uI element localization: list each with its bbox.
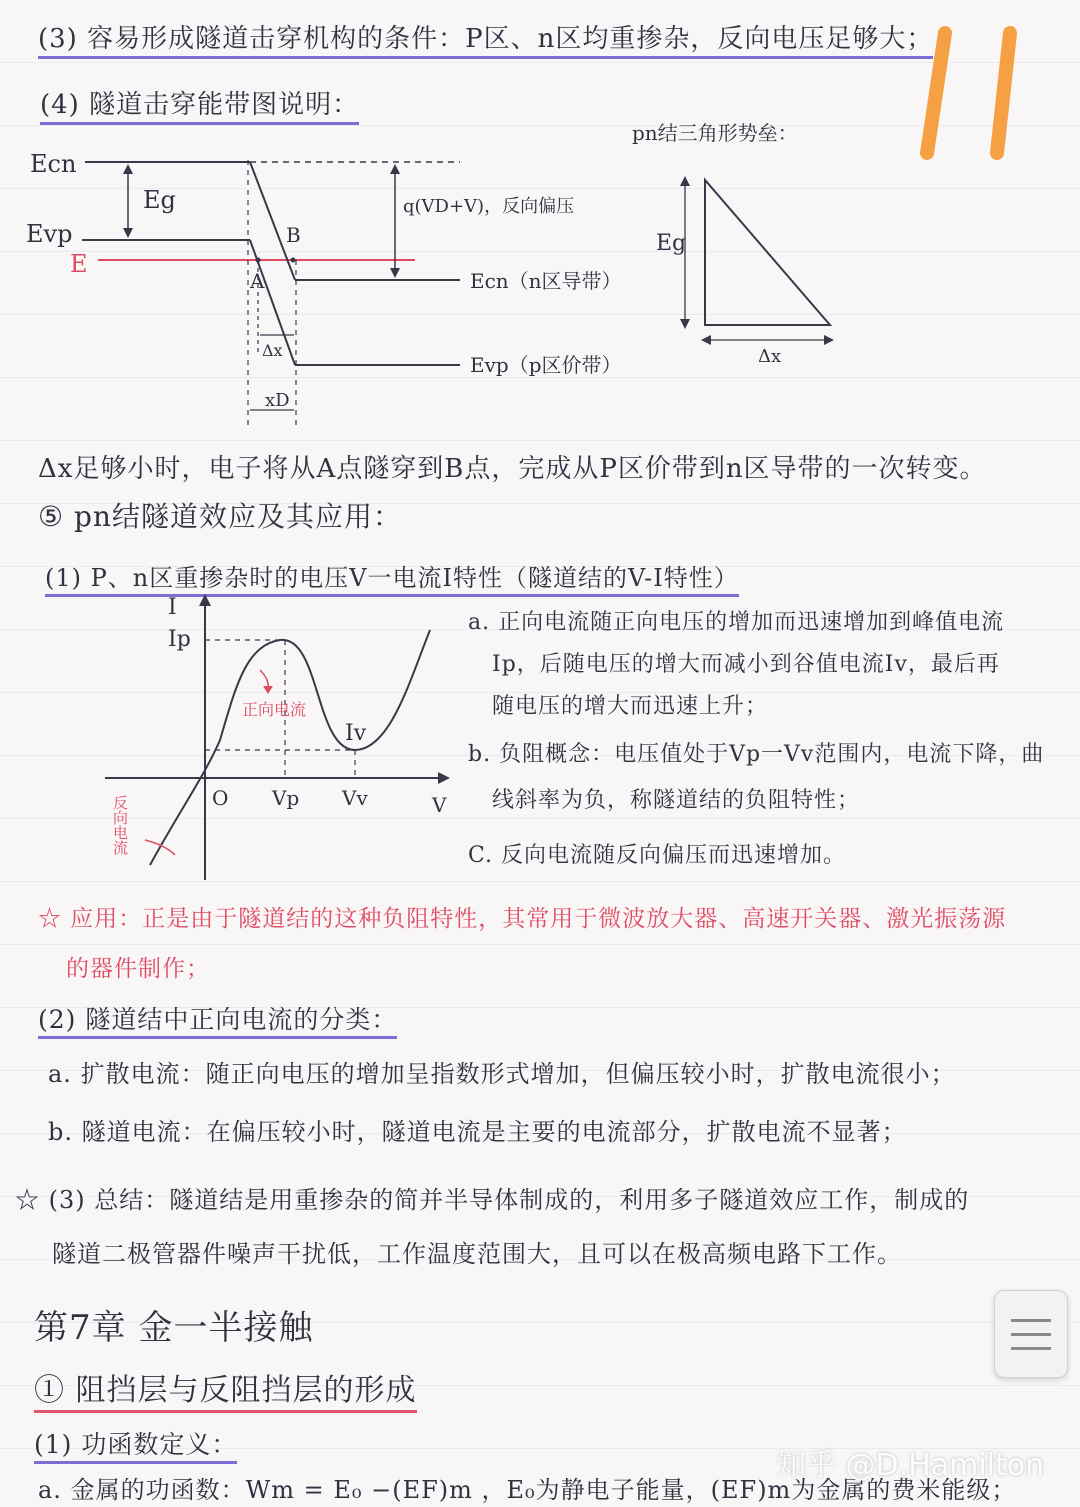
- text-line-6c: 随电压的增大而迅速上升；: [492, 694, 769, 719]
- text-line-8: C. 反向电流随反向偏压而迅速增加。: [468, 843, 847, 868]
- iv-label-Ip: Ip: [168, 627, 191, 652]
- text-line-3: Δx足够小时，电子将从A点隧穿到B点，完成从P区价带到n区导带的一次转变。: [38, 454, 987, 484]
- triangle-dx: Δx: [758, 346, 782, 367]
- triangle-title: pn结三角形势垒：: [632, 121, 798, 145]
- iv-label-Vv: Vv: [342, 786, 368, 810]
- label-Evp-right: Evp（p区价带）: [470, 353, 622, 377]
- text-line-11: a. 扩散电流：随正向电压的增加呈指数形式增加，但偏压较小时，扩散电流很小；: [48, 1060, 956, 1088]
- label-qv: q(VD+V)，反向偏压: [403, 196, 575, 217]
- section-heading-4: (4) 隧道击穿能带图说明：: [40, 84, 359, 121]
- zhihu-watermark: 知乎 @D.Hamilton: [776, 1448, 1045, 1483]
- iv-label-I: I: [168, 595, 177, 620]
- label-E: E: [70, 250, 88, 278]
- label-Eg: Eg: [143, 186, 176, 214]
- menu-icon-bar: [1011, 1333, 1051, 1336]
- iv-label-O: O: [212, 786, 229, 810]
- label-B: B: [286, 223, 301, 247]
- iv-label-reverse: 反向电流: [111, 795, 129, 855]
- triangle-Eg: Eg: [656, 231, 687, 256]
- menu-icon-bar: [1011, 1347, 1051, 1350]
- text-line-7a: b. 负阻概念：电压值处于Vp一Vv范围内，电流下降，曲: [468, 742, 1045, 767]
- text-line-10: (2) 隧道结中正向电流的分类：: [38, 1000, 397, 1036]
- text-line-12: b. 隧道电流：在偏压较小时，隧道电流是主要的电流部分，扩散电流不显著；: [48, 1118, 907, 1146]
- iv-label-Vp: Vp: [272, 786, 300, 810]
- section-heading-blocking-layer: ① 阻挡层与反阻挡层的形成: [34, 1365, 417, 1409]
- label-xD: xD: [265, 390, 290, 411]
- label-Ecn-left: Ecn: [30, 150, 77, 178]
- text-line-7b: 线斜率为负，称隧道结的负阻特性；: [492, 788, 861, 813]
- label-dx: Δx: [262, 341, 283, 360]
- text-line-5: (1) P、n区重掺杂时的电压V一电流I特性（隧道结的V-I特性）: [45, 558, 739, 593]
- text-line-9b: 的器件制作；: [66, 956, 210, 982]
- triangle-barrier-diagram: [620, 110, 880, 370]
- iv-label-V: V: [432, 793, 447, 817]
- text-line-9a: ☆ 应用：正是由于隧道结的这种负阻特性，其常用于微波放大器、高速开关器、激光振荡源: [38, 906, 1007, 932]
- text-line-13b: 隧道二极管器件噪声干扰低，工作温度范围大，且可以在极高频电路下工作。: [52, 1240, 902, 1268]
- chapter-title: 第7章 金一半接触: [34, 1308, 314, 1348]
- band-diagram: [0, 120, 622, 560]
- label-Ecn-right: Ecn（n区导带）: [470, 269, 622, 293]
- text-line-6b: Ip，后随电压的增大而减小到谷值电流Iv，最后再: [492, 652, 1000, 677]
- label-Evp-left: Evp: [26, 220, 73, 248]
- label-A: A: [250, 269, 265, 293]
- text-line-13a: ☆ (3) 总结：隧道结是用重掺杂的简并半导体制成的，利用多子隧道效应工作，制成的: [15, 1186, 970, 1214]
- text-line-6a: a. 正向电流随正向电压的增加而迅速增加到峰值电流: [468, 610, 1005, 635]
- text-line-1: (3) 容易形成隧道击穿机构的条件：P区、n区均重掺杂，反向电压足够大；: [38, 18, 933, 55]
- section-heading-5: ⑤ pn结隧道效应及其应用：: [38, 500, 402, 533]
- floating-menu-button[interactable]: [994, 1290, 1068, 1378]
- text-line-16: (1) 功函数定义：: [34, 1425, 237, 1461]
- text-line-17: a. 金属的功函数：Wm = E₀ −(EF)m ，E₀为静电子能量，(EF)m为金属的费米能级；: [38, 1476, 1017, 1504]
- iv-label-forward: 正向电流: [242, 700, 307, 719]
- iv-label-Iv: Iv: [345, 721, 367, 746]
- menu-icon: [1011, 1319, 1051, 1322]
